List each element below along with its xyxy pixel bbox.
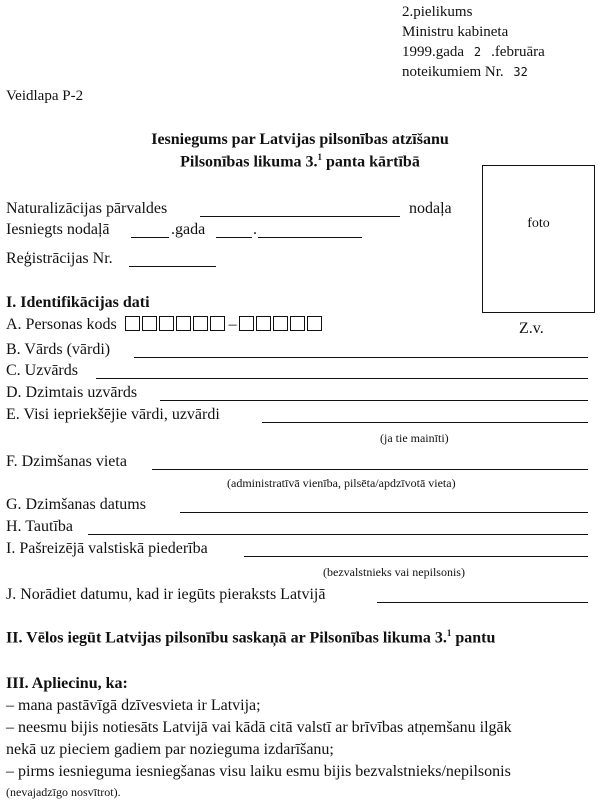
dept-field[interactable] <box>200 216 400 217</box>
title-line2-post: panta kārtībā <box>322 153 420 171</box>
field-g-label: G. Dzimšanas datums <box>6 496 146 513</box>
annex-line2: Ministru kabineta <box>402 24 509 40</box>
section2-sup: 1 <box>446 628 452 638</box>
birth-place-field[interactable] <box>152 469 588 470</box>
field-a-label: A. Personas kods <box>6 316 117 333</box>
digit-box[interactable] <box>256 316 271 331</box>
annex-rule-number: 32 <box>513 65 528 79</box>
digit-box[interactable] <box>307 316 322 331</box>
birth-date-field[interactable] <box>180 512 588 513</box>
photo-label: foto <box>527 216 550 231</box>
section1-heading: I. Identifikācijas dati <box>6 294 150 311</box>
field-j-label: J. Norādiet datumu, kad ir iegūts pieraksts Latvijā <box>6 586 326 603</box>
personal-code-boxes-1[interactable] <box>125 316 227 333</box>
title-line2-pre: Pilsonības likuma 3. <box>180 153 318 171</box>
submitted-year-field[interactable] <box>216 237 252 238</box>
digit-box[interactable] <box>125 316 140 331</box>
personal-code-boxes-2[interactable] <box>239 316 324 333</box>
registration-date-field[interactable] <box>377 602 588 603</box>
nationality-field[interactable] <box>88 534 588 535</box>
title-line1: Iesniegums par Latvijas pilsonības atzīšanu <box>151 131 449 148</box>
digit-box[interactable] <box>290 316 305 331</box>
digit-box[interactable] <box>210 316 225 331</box>
personal-code-dash: – <box>228 316 237 333</box>
field-e-label: E. Visi iepriekšējie vārdi, uzvārdi <box>6 406 220 423</box>
field-f-label: F. Dzimšanas vieta <box>6 453 127 470</box>
field-h-label: H. Tautība <box>6 518 74 535</box>
section2-post: pantu <box>451 629 496 647</box>
digit-box[interactable] <box>193 316 208 331</box>
field-c-label: C. Uzvārds <box>6 362 78 379</box>
year-dot: . <box>253 221 257 238</box>
section2-pre: II. Vēlos iegūt Latvijas pilsonību saskaņā ar Pilsonības likuma 3. <box>6 629 447 647</box>
digit-box[interactable] <box>176 316 191 331</box>
digit-box[interactable] <box>239 316 254 331</box>
field-f-hint: (administratīvā vienība, pilsēta/apdzīvotā vieta) <box>227 476 456 490</box>
dept-label: Naturalizācijas pārvaldes <box>6 200 168 217</box>
first-name-field[interactable] <box>134 357 588 358</box>
affirmation-1: – mana pastāvīgā dzīvesvieta ir Latvija; <box>6 697 261 714</box>
year-label: .gada <box>171 221 206 238</box>
annex-line4 <box>402 64 528 81</box>
field-e-hint: (ja tie mainīti) <box>380 431 449 445</box>
stamp-label: Z.v. <box>519 320 544 337</box>
surname-field[interactable] <box>96 378 588 379</box>
annex-line1: 2.pielikums <box>402 4 473 20</box>
digit-box[interactable] <box>159 316 174 331</box>
annex-day: 2 <box>473 45 482 59</box>
field-d-label: D. Dzimtais uzvārds <box>6 384 138 401</box>
digit-box[interactable] <box>273 316 288 331</box>
photo-box[interactable] <box>482 165 595 313</box>
affirmation-2a: – neesmu bijis notiesāts Latvijā vai kādā citā valstī ar brīvības atņemšanu ilgāk <box>6 719 512 736</box>
reg-field[interactable] <box>129 266 216 267</box>
affirmation-3: – pirms iesnieguma iesniegšanas visu laiku esmu bijis bezvalstnieks/nepilsonis <box>6 763 511 780</box>
previous-names-field[interactable] <box>262 422 588 423</box>
citizenship-status-field[interactable] <box>244 556 588 557</box>
submitted-label: Iesniegts nodaļā <box>6 221 110 238</box>
annex-year: 1999.gada <box>402 44 465 60</box>
field-a-row <box>6 316 324 334</box>
form-code: Veidlapa P-2 <box>6 88 84 104</box>
annex-line3 <box>402 44 545 61</box>
field-i-hint: (bezvalstnieks vai nepilsonis) <box>323 565 465 579</box>
title-line2-sup: 1 <box>317 152 323 162</box>
annex-month: .februāra <box>491 44 545 60</box>
submitted-day-field[interactable] <box>131 237 169 238</box>
field-b-label: B. Vārds (vārdi) <box>6 341 111 358</box>
dept-suffix: nodaļa <box>409 200 452 217</box>
reg-label: Reģistrācijas Nr. <box>6 250 113 267</box>
birth-surname-field[interactable] <box>160 400 588 401</box>
strike-note: (nevajadzīgo nosvītrot). <box>6 785 121 799</box>
field-i-label: I. Pašreizējā valstiskā piederība <box>6 540 208 557</box>
affirmation-2b: nekā uz pieciem gadiem par nozieguma izdarīšanu; <box>6 741 334 758</box>
submitted-month-field[interactable] <box>258 237 362 238</box>
section2-heading <box>6 628 495 647</box>
digit-box[interactable] <box>142 316 157 331</box>
section3-heading: III. Apliecinu, ka: <box>6 675 128 692</box>
annex-rule-label: noteikumiem Nr. <box>402 64 504 80</box>
